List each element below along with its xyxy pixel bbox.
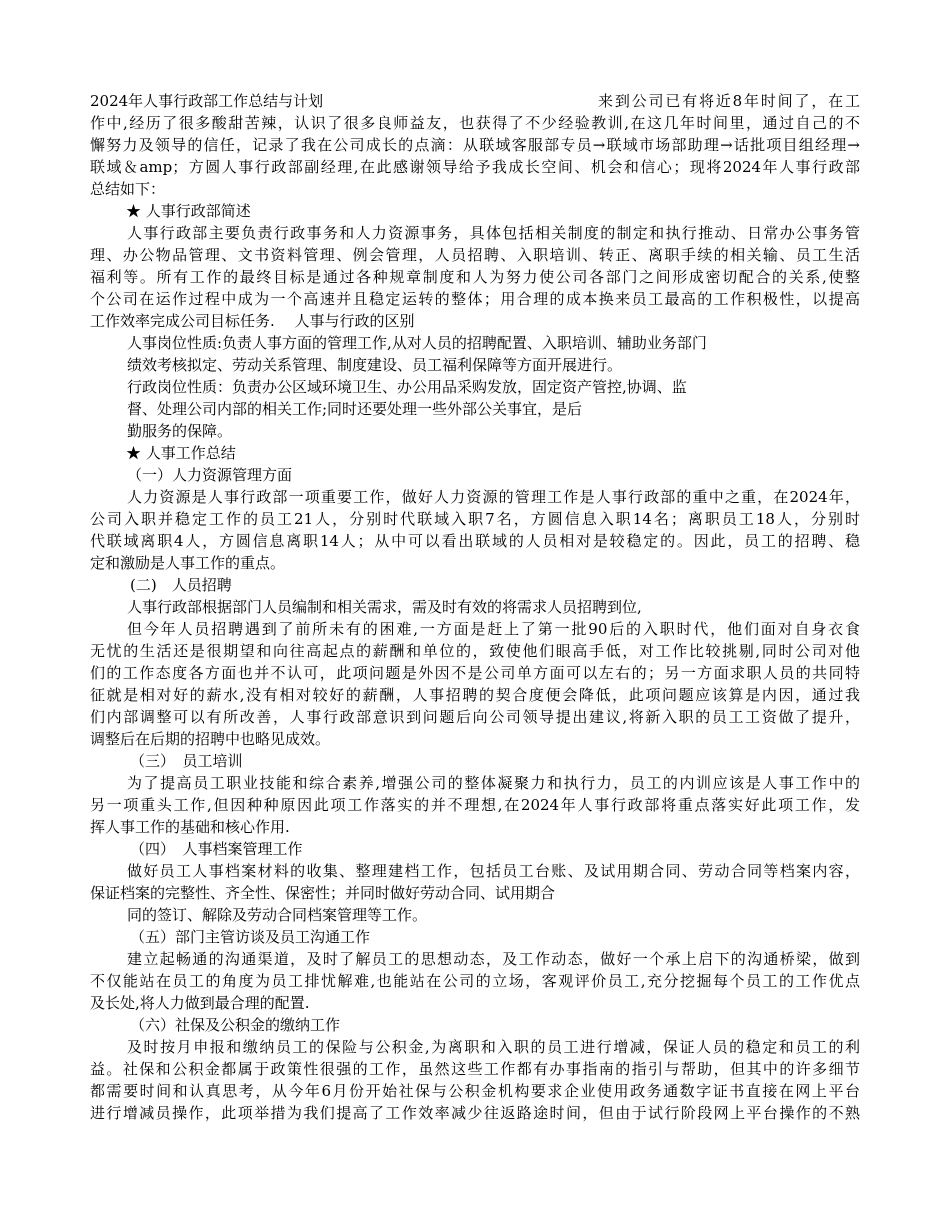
paragraph-line: 及长处,将人力做到最合理的配置. (90, 994, 310, 1012)
paragraph-line: 们的工作态度各方面也并不认可，此项问题是外因不是公司单方面可以左右的；另一方面求职人员的共同特 (90, 664, 860, 682)
intro-line-3: 懈努力及领导的信任，记录了我在公司成长的点滴：从联域客服部专员→联域市场部助理→话批项目组经理→ (90, 136, 860, 154)
paragraph-line: 建立起畅通的沟通渠道，及时了解员工的思想动态，及工作动态，做好一个承上启下的沟通桥梁，做到 (127, 950, 860, 968)
subsection-heading: （五）部门主管访谈及员工沟通工作 (130, 928, 371, 946)
paragraph-line: 人事岗位性质:负责人事方面的管理工作,从对人员的招聘配置、入职培训、辅助业务部门 (127, 334, 707, 352)
paragraph-line: 代联域离职4人，方圆信息离职14人；从中可以看出联域的人员相对是较稳定的。因此，员工的招聘、稳 (90, 532, 860, 550)
section-heading-summary: ★ 人事工作总结 (126, 444, 236, 462)
intro-line-2: 作中,经历了很多酸甜苦辣，认识了很多良师益友，也获得了不少经验教训,在这几年时间里，通过自己的不 (90, 114, 860, 132)
paragraph-line: 为了提高员工职业技能和综合素养,增强公司的整体凝聚力和执行力，员工的内训应该是人事工作中的 (127, 774, 860, 792)
paragraph-line: 另一项重头工作,但因种种原因此项工作落实的并不理想,在2024年人事行政部将重点落实好此项工作，发 (90, 796, 860, 814)
paragraph-line: 个公司在运作过程中成为一个高速并且稳定运转的整体；用合理的成本换来员工最高的工作积极性，以提高 (90, 290, 860, 308)
paragraph-line: 们内部调整可以有所改善，人事行政部意识到问题后向公司领导提出建议,将新入职的员工工资做了提升， (90, 708, 860, 726)
section-heading-overview: ★ 人事行政部简述 (126, 202, 251, 220)
paragraph-line: 同的签订、解除及劳动合同档案管理等工作。 (127, 906, 428, 924)
paragraph-line: 理、办公物品管理、文书资料管理、例会管理，人员招聘、入职培训、转正、离职手续的相关输、员工生活 (90, 246, 860, 264)
paragraph-line: 督、处理公司内部的相关工作;同时还要处理一些外部公关事宜，是后 (127, 400, 583, 418)
paragraph-line: 人事行政部根据部门人员编制和相关需求，需及时有效的将需求人员招聘到位, (127, 598, 642, 616)
intro-line-5: 总结如下： (90, 180, 166, 198)
paragraph-line: 调整后在后期的招聘中也略见成效。 (90, 730, 331, 748)
subsection-heading: （一）人力资源管理方面 (127, 466, 293, 484)
paragraph-line: 益。社保和公积金都属于政策性很强的工作，虽然这些工作都有办事指南的指引与帮助，但其中的许多细节 (90, 1060, 860, 1078)
paragraph-line: 挥人事工作的基础和核心作用. (90, 818, 290, 836)
paragraph-line: 做好员工人事档案材料的收集、整理建档工作，包括员工台账、及试用期合同、劳动合同等档案内容， (127, 862, 860, 880)
paragraph-line: 无忧的生活还是很期望和向往高起点的薪酬和单位的，致使他们眼高手低，对工作比较挑剔,同时公司对他 (90, 642, 860, 660)
paragraph-line: 公司入职并稳定工作的员工21人，分别时代联域入职7名，方圆信息入职14名；离职员工18人，分别时 (90, 510, 860, 528)
paragraph-line: 及时按月申报和缴纳员工的保险与公积金,为离职和入职的员工进行增减，保证人员的稳定和员工的利 (127, 1038, 860, 1056)
subsection-heading: (二) 人员招聘 (130, 576, 232, 594)
paragraph-line: 不仅能站在员工的角度为员工排忧解难,也能站在公司的立场，客观评价员工,充分挖掘每个员工的工作优点 (90, 972, 860, 990)
paragraph-line: 人力资源是人事行政部一项重要工作，做好人力资源的管理工作是人事行政部的重中之重，在2024年， (127, 488, 860, 506)
paragraph-line: 人事行政部主要负责行政事务和人力资源事务，具体包括相关制度的制定和执行推动、日常办公事务管 (127, 224, 860, 242)
paragraph-line: 定和激励是人事工作的重点。 (90, 554, 286, 572)
paragraph-line: 绩效考核拟定、劳动关系管理、制度建设、员工福利保障等方面开展进行。 (127, 356, 623, 374)
intro-line-4: 联域＆amp；方圆人事行政部副经理,在此感谢领导给予我成长空间、机会和信心；现将2024年人事行政部 (90, 158, 860, 176)
paragraph-line: 征就是相对好的薪水,没有相对较好的薪酬，人事招聘的契合度便会降低，此项问题应该算是内因，通过我 (90, 686, 860, 704)
paragraph-line: 保证档案的完整性、齐全性、保密性；并同时做好劳动合同、试用期合 (90, 884, 556, 902)
paragraph-line: 福利等。所有工作的最终目标是通过各种规章制度和人为努力使公司各部门之间形成密切配合的关系,使整 (90, 268, 860, 286)
document-title: 2024年人事行政部工作总结与计划 (90, 92, 324, 110)
intro-line-1: 来到公司已有将近8年时间了，在工 (598, 92, 860, 110)
subsection-heading: （六）社保及公积金的缴纳工作 (130, 1016, 341, 1034)
paragraph-line: 行政岗位性质：负责办公区域环境卫生、办公用品采购发放，固定资产管控,协调、监 (127, 378, 687, 396)
paragraph-line: 进行增减员操作，此项举措为我们提高了工作效率减少往返路途时间，但由于试行阶段网上平台操作的不熟 (90, 1104, 860, 1122)
subsection-heading: （四） 人事档案管理工作 (130, 840, 303, 858)
paragraph-line: 都需要时间和认真思考，从今年6月份开始社保与公积金机构要求企业使用政务通数字证书直接在网上平台 (90, 1082, 860, 1100)
paragraph-line: 勤服务的保障。 (127, 422, 233, 440)
paragraph-line: 工作效率完成公司目标任务. 人事与行政的区别 (90, 312, 415, 330)
subsection-heading: （三） 员工培训 (130, 752, 243, 770)
paragraph-line: 但今年人员招聘遇到了前所未有的困难,一方面是赶上了第一批90后的入职时代，他们面对自身衣食 (127, 620, 860, 638)
